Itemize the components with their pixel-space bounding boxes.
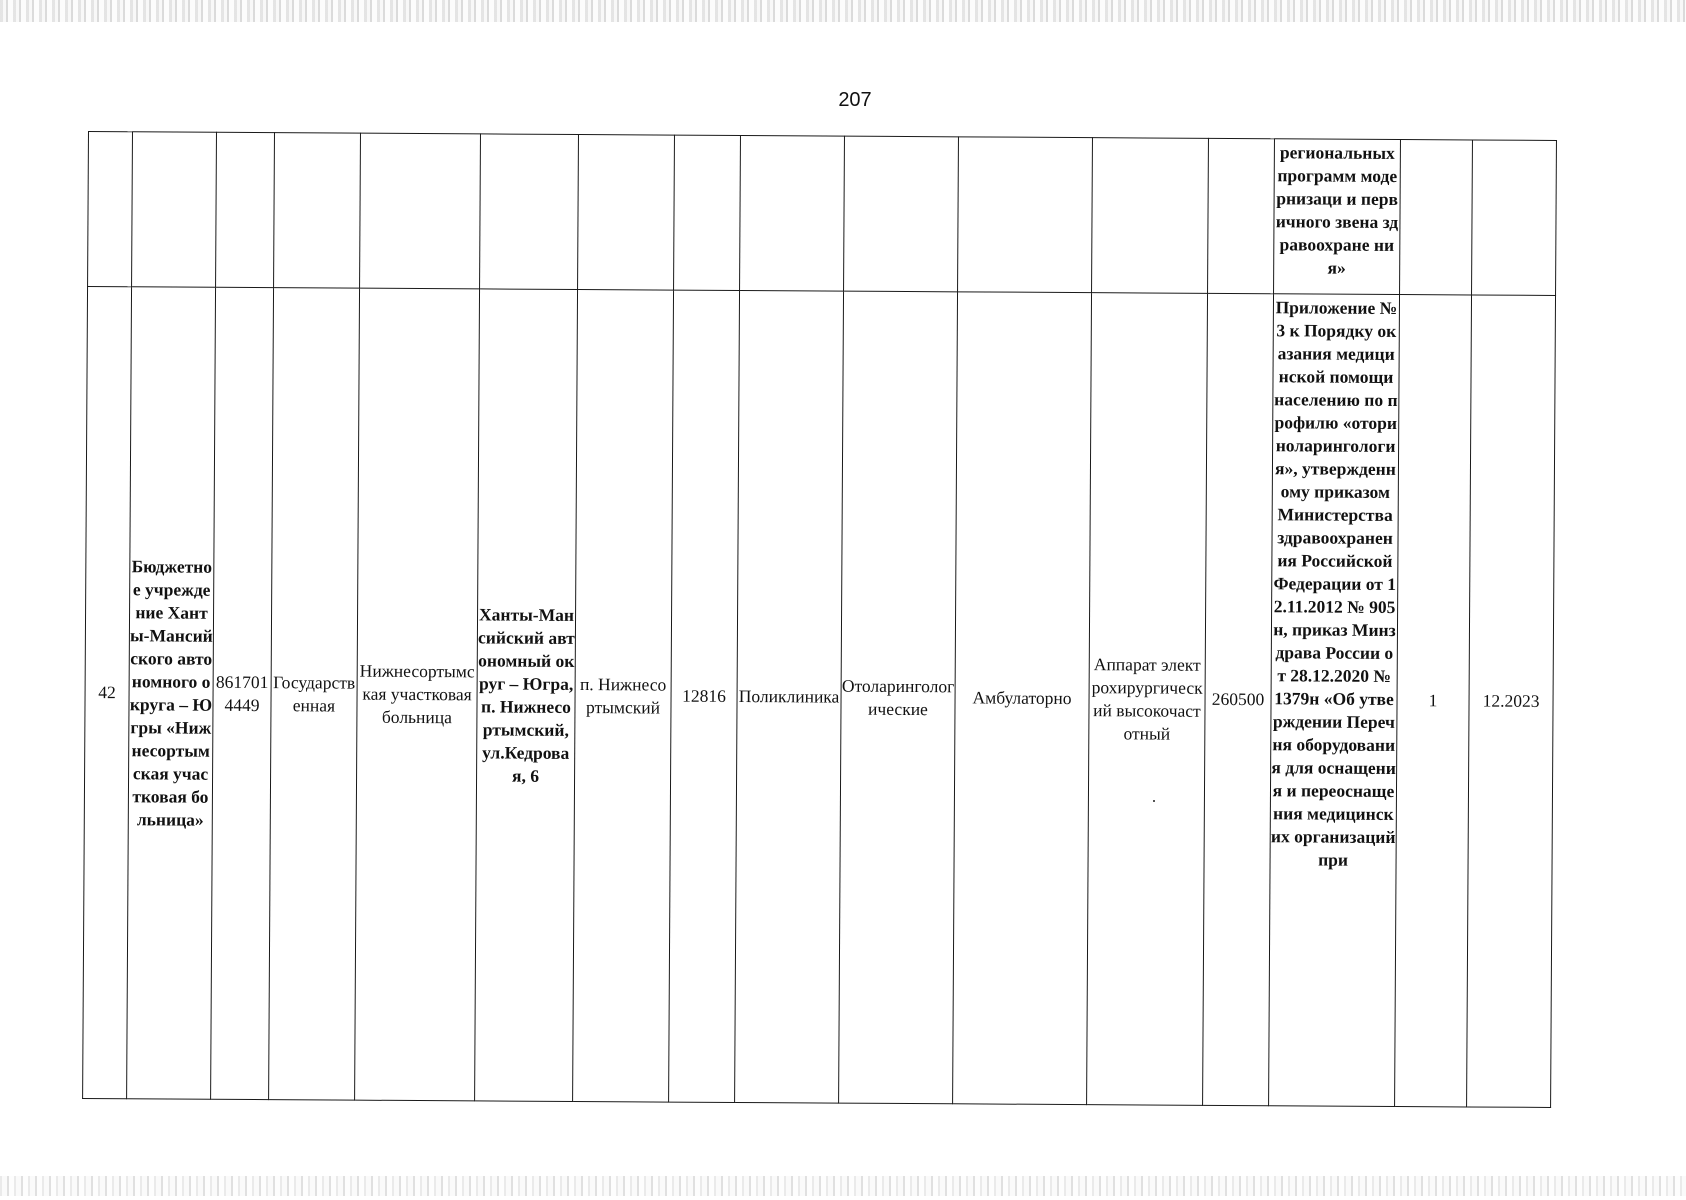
cell-empty <box>1472 140 1557 296</box>
cell-quantity: 1 <box>1395 295 1472 1107</box>
cell-basis-continued: региональных программ модернизаци и первичного звена здравоохране ния» <box>1274 139 1401 295</box>
cell-empty <box>1092 138 1209 294</box>
scan-artifact-top <box>0 0 1686 22</box>
cell-department: Отоларингологические <box>839 291 958 1104</box>
cell-empty <box>88 132 133 287</box>
cell-ownership: Государственная <box>269 288 360 1101</box>
cell-care-condition: Амбулаторно <box>953 292 1092 1105</box>
cell-address: Ханты-Мансийский автономный округ – Югра, п. Нижнесортымский, ул.Кедровая, 6 <box>475 289 578 1102</box>
cell-empty <box>1400 140 1473 295</box>
table-row <box>83 287 1556 1108</box>
continuation-row <box>88 132 1557 296</box>
cell-locality: п. Нижнесортымский <box>573 289 674 1102</box>
cell-empty <box>844 136 959 292</box>
cell-inn: 8617014449 <box>211 287 274 1099</box>
cell-empty <box>360 133 481 289</box>
cell-empty <box>1208 138 1275 293</box>
cell-equipment: Аппарат электрохирургический высокочастотный <box>1087 293 1208 1106</box>
cell-equipment-code: 260500 <box>1203 293 1274 1105</box>
scan-speck <box>1153 800 1155 802</box>
cell-empty <box>274 133 361 289</box>
cell-empty <box>132 132 217 288</box>
cell-empty <box>480 134 579 290</box>
cell-unit-type: Поликлиника <box>735 290 844 1103</box>
cell-empty <box>958 137 1093 293</box>
cell-empty <box>216 132 275 287</box>
cell-empty <box>578 134 675 290</box>
equipment-table <box>82 131 1557 1108</box>
page-number: 207 <box>838 89 872 111</box>
cell-date: 12.2023 <box>1467 295 1556 1107</box>
cell-facility-name: Нижнесортымская участковая больница <box>355 288 480 1101</box>
cell-organization: Бюджетное учреждение Ханты-Мансийского автономного округа – Югры «Нижнесортымская участковая больница» <box>127 287 216 1099</box>
cell-empty <box>740 135 845 291</box>
scan-artifact-bottom <box>0 1176 1686 1196</box>
cell-empty <box>674 135 741 290</box>
cell-basis: Приложение № 3 к Порядку оказания медицинской помощи населению по профилю «оториноларингология», утвержденному приказом Министерства здравоохранения Российской Федерации от 12.11.2012 № 905н, приказ Минздрава России от 28.12.2020 № 1379н «Об утверждении Перечня оборудования для оснащения и переоснащения медицинских организаций при <box>1269 294 1400 1107</box>
cell-code: 12816 <box>669 290 740 1102</box>
cell-row-index: 42 <box>83 287 132 1099</box>
